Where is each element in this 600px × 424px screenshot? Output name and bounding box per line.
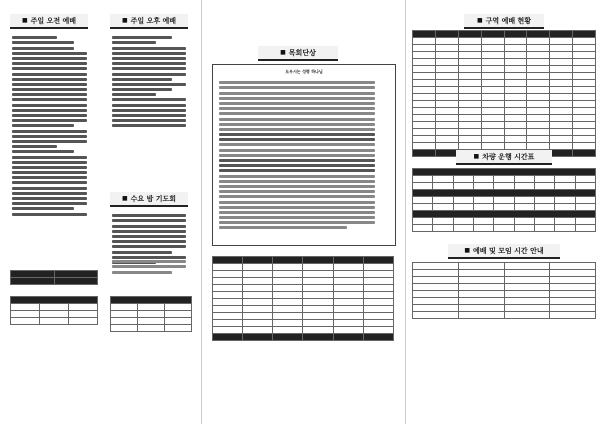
divider [405,0,406,424]
panel-worship [0,0,200,424]
column-body [219,79,389,232]
finance-table [212,256,394,341]
service-table [10,296,98,325]
bullet-icon: ■ [464,247,471,254]
bullet-icon: ■ [473,153,480,160]
bullet-icon: ■ [476,17,483,24]
info-lines [112,258,192,276]
meeting-table [412,262,596,319]
afternoon-worship-title: ■ 주일 오후 예배 [110,14,188,29]
panel-column [206,0,402,424]
cell-group-table [412,30,596,157]
divider [201,0,202,424]
vehicle-schedule-title: ■ 차량 운행 시간표 [456,150,552,165]
meeting-times-title: ■ 예배 및 모임 시간 안내 [448,244,560,259]
bullet-icon: ■ [21,17,28,24]
wednesday-prayer-title: ■ 수요 밤 기도회 [110,192,188,207]
column-box [212,64,396,246]
cell-group-title: ■ 구역 예배 현황 [464,14,544,29]
panel-schedule [408,0,600,424]
bullet-icon: ■ [121,195,128,202]
vehicle-table [412,168,596,232]
morning-worship-title: ■ 주일 오전 예배 [10,14,88,29]
column-headline: 도우시는 성령 하나님 [285,69,323,74]
bullet-icon: ■ [121,17,128,24]
column-title: ■ 목회단상 [258,46,338,61]
offering-table [10,270,98,285]
morning-order-list [12,34,94,218]
afternoon-order-list [112,34,192,130]
duty-table [110,296,192,332]
bullet-icon: ■ [280,49,286,56]
